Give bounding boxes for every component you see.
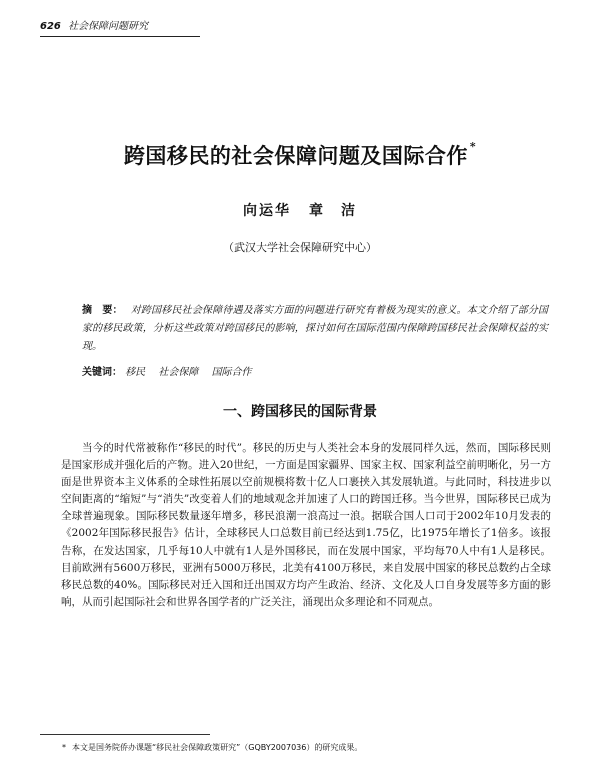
author-1: 向运华	[243, 203, 291, 219]
authors	[0, 200, 600, 220]
footnote-mark: *	[62, 743, 66, 752]
article-title	[0, 140, 600, 170]
affiliation: （武汉大学社会保障研究中心）	[223, 241, 377, 254]
footnote-divider	[40, 734, 210, 735]
keyword-item: 移民	[125, 367, 146, 378]
keywords-label: 关键词：	[82, 367, 122, 378]
journal-name: 社会保障问题研究	[68, 21, 149, 32]
keyword-item: 社会保障	[158, 367, 199, 378]
running-header	[40, 20, 200, 37]
body-paragraph: 当今的时代常被称作“移民的时代”。移民的历史与人类社会本身的发展同样久远，然而，国际移民则是国家形成并强化后的产物。进入20世纪，一方面是国家疆界、国家主权、国家利益空前明晰化，另一方面是世界资本主义体系的全球性拓展以空前规模将数十亿人口裹挟入其发展轨道。与此同时，科技进步以空间距离的“缩短”与“消失”改变着人们的地域观念并加速了人口的跨国迁移。当今世界，国际移民已成为全球普遍现象。国际移民数量逐年增多，移民浪潮一浪高过一浪。据联合国人口司于2002年10月发表的《2002年国际移民报告》估计，全球移民人口总数目前已经达到1.75亿，比1975年增长了1倍多。该报告称，在发达国家，几乎每10人中就有1人是外国移民，而在发展中国家，平均每70人中有1人是移民。目前欧洲有5600万移民，亚洲有5000万移民，北美有4100万移民，来自发展中国家的移民总数约占全球移民总数的40%。国际移民对迁入国和迁出国双方均产生政治、经济、文化及人口自身发展等多方面的影响，从而引起国际社会和世界各国学者的广泛关注，涌现出众多理论和不同观点。	[61, 442, 551, 608]
footnote-text: 本文是国务院侨办课题“移民社会保障政策研究”（GQBY2007036）的研究成果。	[72, 743, 363, 752]
article-title-text: 跨国移民的社会保障问题及国际合作	[123, 143, 468, 168]
footnote	[62, 742, 362, 753]
abstract-text: 对跨国移民社会保障待遇及落实方面的问题进行研究有着极为现实的意义。本文介绍了部分国家的移民政策，分析这些政策对跨国移民的影响，探讨如何在国际范围内保障跨国移民社会保障权益的实现。	[82, 305, 549, 352]
section-heading: 一、跨国移民的国际背景	[223, 404, 377, 420]
keyword-item: 国际合作	[211, 367, 252, 378]
author-2: 章 洁	[309, 203, 357, 219]
keywords	[82, 365, 262, 381]
title-footnote-mark: *	[469, 140, 477, 153]
page-number: 626	[40, 21, 61, 32]
abstract	[82, 302, 548, 356]
abstract-label: 摘 要：	[82, 305, 123, 316]
